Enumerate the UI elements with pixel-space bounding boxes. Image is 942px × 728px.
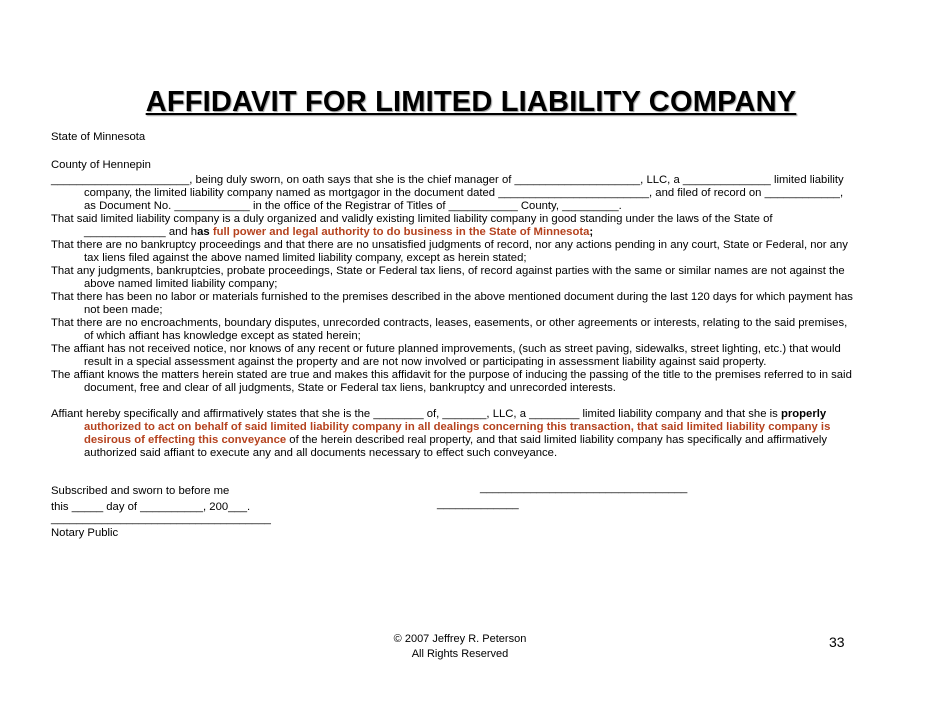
para4-line2: above named limited liability company; — [84, 278, 278, 290]
para6-line2: of which affiant has knowledge except as stated herein; — [84, 330, 361, 342]
footer-rights: All Rights Reserved — [411, 648, 509, 660]
para1-line3: as Document No. ____________ in the office of the Registrar of Titles of ___________ County, _________. — [84, 200, 622, 212]
para9-line3-text: of the herein described real property, and that said limited liability company has specifically and affirmatively — [286, 434, 828, 446]
para2-semicolon: ; — [589, 226, 594, 238]
second-signature-line: _____________ — [437, 498, 519, 510]
document-title: AFFIDAVIT FOR LIMITED LIABILITY COMPANY — [145, 86, 797, 118]
para1-line2: company, the limited liability company named as mortgagor in the document dated ________________________, and filed of record on ____________, — [84, 187, 844, 199]
para8-line1: The affiant knows the matters herein stated are true and makes this affidavit for the purpose of inducing the passing of the title to the premises referred to in said — [51, 369, 852, 381]
para2-line1: That said limited liability company is a duly organized and validly existing limited liability company in good standing under the laws of the State of — [51, 213, 773, 225]
para6-line1: That there are no encroachments, boundary disputes, unrecorded contracts, leases, easements, or other agreements or interests, relating to the said premises, — [51, 317, 848, 329]
page-number: 33 — [829, 634, 845, 650]
affiant-signature-line: _________________________________ — [480, 482, 688, 494]
para3-line1: That there are no bankruptcy proceedings and that there are no unsatisfied judgments of record, nor any actions pending in any court, State or Federal, nor any — [51, 239, 848, 251]
para5-line2: not been made; — [84, 304, 163, 316]
para2-line2 — [84, 226, 593, 239]
para9-line4: authorized said affiant to execute any and all documents necessary to effect such conveyance. — [84, 447, 558, 459]
para9-line3 — [84, 434, 827, 447]
para9-line2: authorized to act on behalf of said limited liability company in all dealings concerning this transaction, that said limited liability company is — [84, 421, 831, 433]
para2-highlight: full power and legal authority to do business in the State of Minnesota — [212, 226, 590, 238]
footer-copyright: © 2007 Jeffrey R. Peterson — [393, 633, 527, 645]
para5-line1: That there has been no labor or materials furnished to the premises described in the above mentioned document during the last 120 days for which payment has — [51, 291, 853, 303]
notary-signature-line: ___________________________________ — [51, 513, 271, 525]
para1-line1: ______________________, being duly sworn, on oath says that she is the chief manager of ____________________, LLC, a ______________ limited liability — [51, 174, 844, 186]
para9-line1-text: Affiant hereby specifically and affirmatively states that she is the ________ of, _______, LLC, a ________ limited liability company and that she is — [51, 408, 781, 420]
state-line: State of Minnesota — [51, 131, 146, 143]
para4-line1: That any judgments, bankruptcies, probate proceedings, State or Federal tax liens, of record against parties with the same or similar names are not against the — [51, 265, 845, 277]
para2-line2-start: _____________ and h — [84, 226, 198, 238]
para9-highlight: desirous of effecting this conveyance — [84, 434, 287, 446]
para9-line1 — [51, 408, 826, 421]
county-line: County of Hennepin — [51, 159, 151, 171]
notary-label: Notary Public — [51, 527, 119, 539]
para3-line2: tax liens filed against the above named limited liability company, except as herein stated; — [84, 252, 527, 264]
para8-line2: document, free and clear of all judgments, State or Federal tax liens, bankruptcy and unrecorded interests. — [84, 382, 616, 394]
para7-line2: result in a special assessment against the property and are not now involved or participating in assessment liability against said property. — [84, 356, 767, 368]
subscribed-text: Subscribed and sworn to before me — [51, 485, 230, 497]
para2-line2-bold: as — [197, 226, 210, 238]
para9-properly: properly — [780, 408, 827, 420]
this-day-text: this _____ day of __________, 200___. — [51, 501, 251, 513]
para7-line1: The affiant has not received notice, nor knows of any recent or future planned improvements, (such as street paving, sidewalks, street lighting, etc.) that would — [51, 343, 841, 355]
